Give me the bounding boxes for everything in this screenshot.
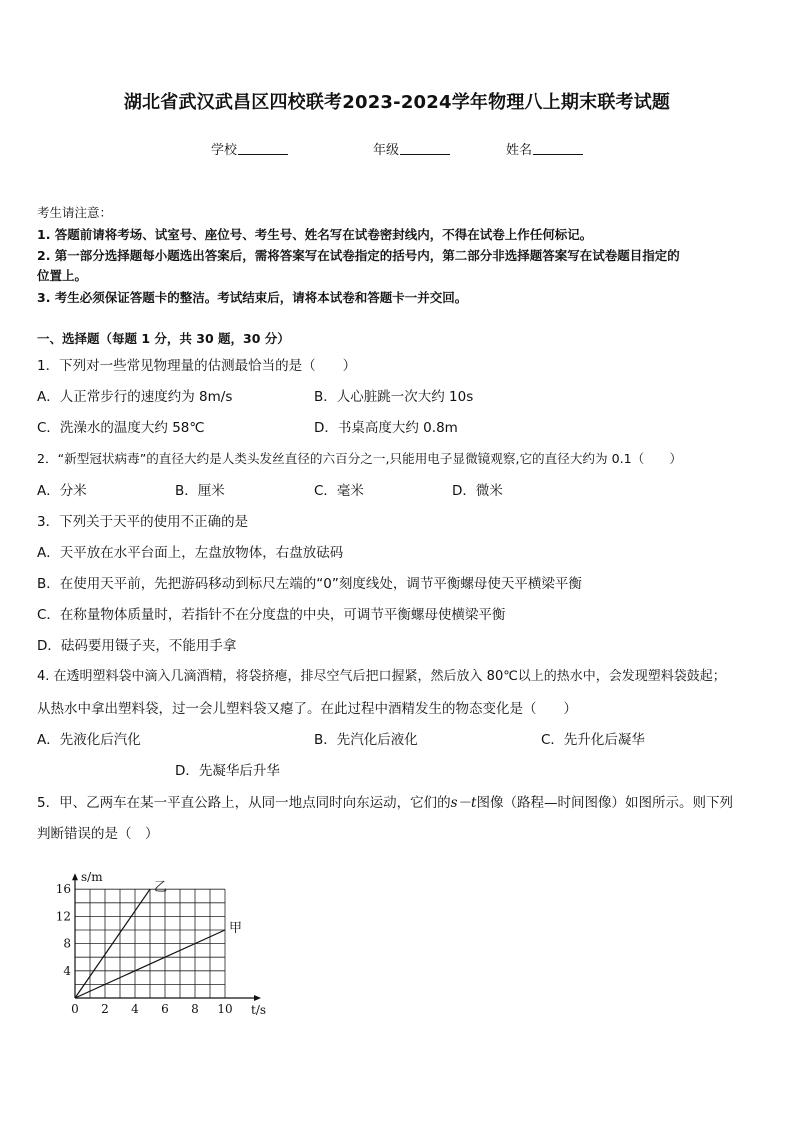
x-tick-label: 2 <box>101 1002 109 1016</box>
q2-option-a: A．分米 <box>37 483 87 499</box>
x-tick-label: 4 <box>131 1002 139 1016</box>
q2-option-c: C．毫米 <box>314 483 364 499</box>
x-tick-label: 0 <box>71 1002 79 1016</box>
y-axis-arrow <box>72 873 78 880</box>
grade-blank[interactable] <box>400 142 450 155</box>
section-heading: 一、选择题（每题 1 分，共 30 题，30 分） <box>37 331 290 346</box>
q2-option-d: D．微米 <box>452 483 503 499</box>
notice-item-2: 2. 第一部分选择题每小题选出答案后，需将答案写在试卷指定的括号内，第二部分非选择题答案写在试卷题目指定的 <box>37 248 680 263</box>
y-tick-label: 4 <box>63 963 71 978</box>
name-label: 姓名 <box>506 143 533 158</box>
y-tick-label: 8 <box>63 936 71 951</box>
notice-item-2-cont: 位置上。 <box>37 268 88 283</box>
q4-stem-line-1: 4. 在透明塑料袋中滴入几滴酒精，将袋挤瘪，排尽空气后把口握紧，然后放入 80℃以上的热水中，会发现塑料袋鼓起； <box>37 669 726 684</box>
q2-stem: 2．“新型冠状病毒”的直径大约是人类头发丝直径的六百分之一,只能用电子显微镜观察,它的直径大约为 0.1（ ） <box>37 451 683 466</box>
y-tick-label: 12 <box>55 909 71 924</box>
q3-option-a: A．天平放在水平台面上，左盘放物体，右盘放砝码 <box>37 545 344 561</box>
q4-option-d: D．先凝华后升华 <box>175 763 280 779</box>
q4-option-b: B．先汽化后液化 <box>314 732 418 748</box>
series-label: 甲 <box>229 921 243 936</box>
q3-stem: 3．下列关于天平的使用不正确的是 <box>37 514 249 530</box>
q1-option-d: D．书桌高度大约 0.8m <box>314 420 458 436</box>
q4-option-a: A．先液化后汽化 <box>37 732 141 748</box>
q5-stem-line-2: 判断错误的是（ ） <box>37 826 159 842</box>
q2-option-b: B．厘米 <box>175 483 225 499</box>
q4-option-c: C．先升化后凝华 <box>541 732 645 748</box>
q4-stem-line-2: 从热水中拿出塑料袋，过一会儿塑料袋又瘪了。在此过程中酒精发生的物态变化是（ ） <box>37 701 577 717</box>
school-field[interactable] <box>211 139 288 158</box>
q1-option-b: B．人心脏跳一次大约 10s <box>314 389 474 405</box>
q1-stem: 1．下列对一些常见物理量的估测最恰当的是（ ） <box>37 358 357 374</box>
name-field[interactable] <box>506 139 583 158</box>
x-axis-arrow <box>254 995 261 1001</box>
x-axis-label: t/s <box>251 1003 267 1017</box>
x-tick-label: 6 <box>161 1002 169 1016</box>
grade-field[interactable] <box>373 139 450 158</box>
name-blank[interactable] <box>533 142 583 155</box>
grade-label: 年级 <box>373 143 400 158</box>
school-blank[interactable] <box>238 142 288 155</box>
x-tick-label: 10 <box>217 1002 233 1016</box>
series-label: 乙 <box>154 880 168 896</box>
page-title: 湖北省武汉武昌区四校联考2023-2024学年物理八上期末联考试题 <box>123 92 671 113</box>
notice-item-1: 1. 答题前请将考场、试室号、座位号、考生号、姓名写在试卷密封线内，不得在试卷上作任何标记。 <box>37 227 593 242</box>
q1-option-c: C．洗澡水的温度大约 58℃ <box>37 420 205 436</box>
q3-option-c: C．在称量物体质量时，若指针不在分度盘的中央，可调节平衡螺母使横梁平衡 <box>37 607 506 623</box>
school-label: 学校 <box>211 143 238 158</box>
q5-stem-post: 图像（路程—时间图像）如图所示。则下列 <box>476 795 733 811</box>
y-tick-label: 16 <box>55 882 71 897</box>
notice-item-3: 3. 考生必须保证答题卡的整洁。考试结束后，请将本试卷和答题卡一并交回。 <box>37 290 468 305</box>
x-tick-label: 8 <box>191 1002 199 1016</box>
q5-stem-var: s－t <box>450 795 477 811</box>
q5-stem-pre: 5．甲、乙两车在某一平直公路上，从同一地点同时向东运动，它们的 <box>37 795 451 811</box>
st-graph <box>40 858 280 1023</box>
y-axis-label: s/m <box>81 870 103 885</box>
q1-option-a: A．人正常步行的速度约为 8m/s <box>37 389 233 405</box>
q3-option-b: B．在使用天平前，先把游码移动到标尺左端的“0”刻度线处，调节平衡螺母使天平横梁平衡 <box>37 576 582 592</box>
q5-stem-line-1 <box>37 791 733 811</box>
q3-option-d: D．砝码要用镊子夹，不能用手拿 <box>37 638 237 654</box>
notice-heading: 考生请注意： <box>37 205 113 220</box>
